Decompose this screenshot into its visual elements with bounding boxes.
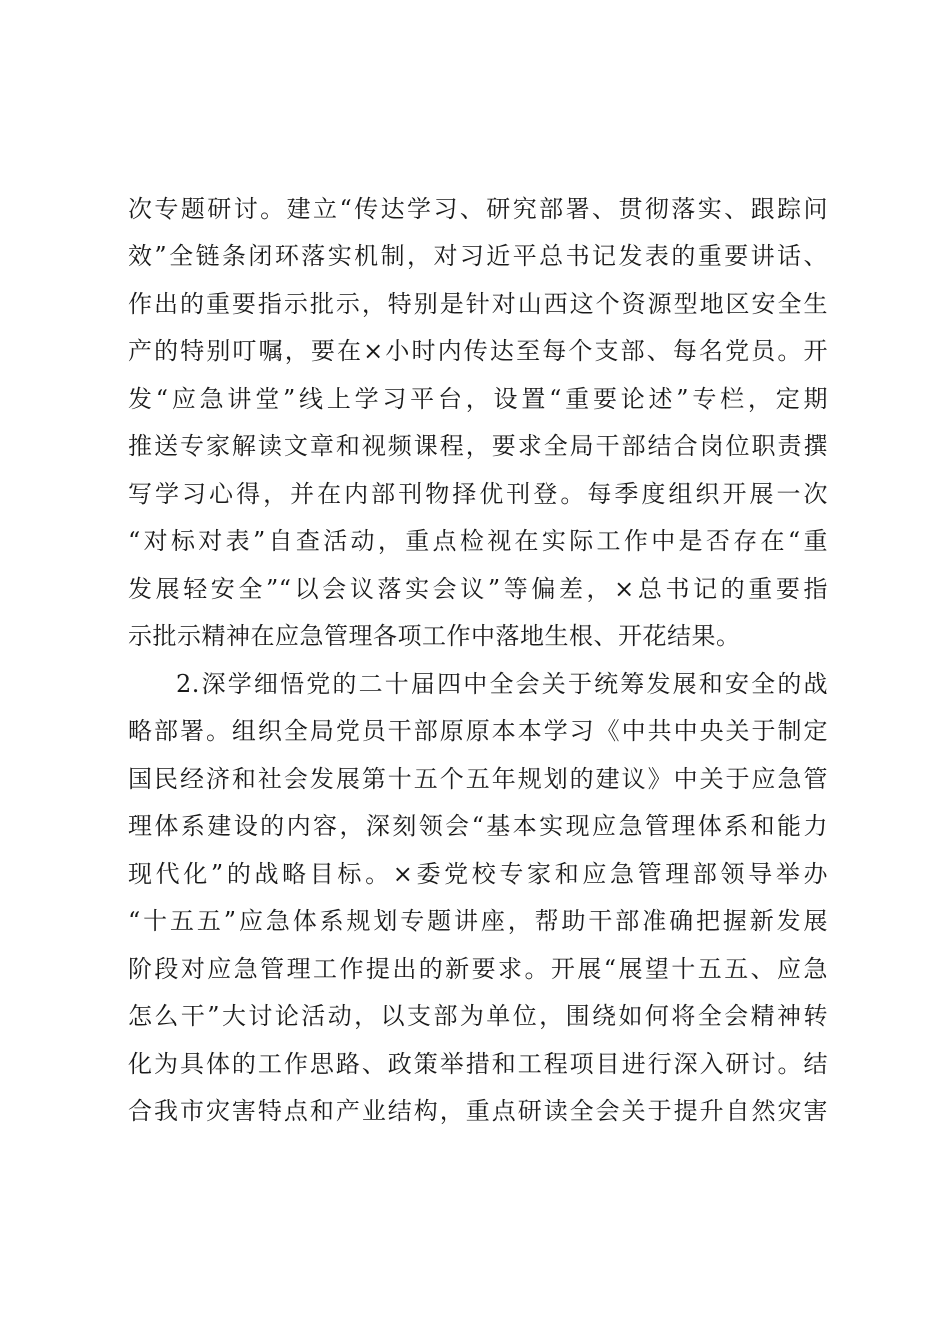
body-text-line: 阶段对应急管理工作提出的新要求。开展“展望十五五、应急 xyxy=(128,955,828,983)
body-text-line: 发展轻安全”“以会议落实会议”等偏差，×总书记的重要指 xyxy=(128,575,828,603)
body-text-line: 效”全链条闭环落实机制，对习近平总书记发表的重要讲话、 xyxy=(128,242,828,270)
body-text-line: 写学习心得，并在内部刊物择优刊登。每季度组织开展一次 xyxy=(128,480,828,508)
body-text-line: 国民经济和社会发展第十五个五年规划的建议》中关于应急管 xyxy=(128,765,828,793)
body-text-line: 化为具体的工作思路、政策举措和工程项目进行深入研讨。结 xyxy=(128,1050,828,1078)
section-heading-line: 2.深学细悟党的二十届四中全会关于统筹发展和安全的战 xyxy=(176,670,828,698)
body-text-line: 理体系建设的内容，深刻领会“基本实现应急管理体系和能力 xyxy=(128,812,828,840)
body-text-line: 略部署。组织全局党员干部原原本本学习《中共中央关于制定 xyxy=(128,717,828,745)
body-text-line: “十五五”应急体系规划专题讲座，帮助干部准确把握新发展 xyxy=(128,907,828,935)
body-text-line: 次专题研讨。建立“传达学习、研究部署、贯彻落实、跟踪问 xyxy=(128,195,828,223)
body-text-line: 产的特别叮嘱，要在×小时内传达至每个支部、每名党员。开 xyxy=(128,337,828,365)
body-text-line: 怎么干”大讨论活动，以支部为单位，围绕如何将全会精神转 xyxy=(128,1002,828,1030)
body-text-line: 示批示精神在应急管理各项工作中落地生根、开花结果。 xyxy=(128,622,741,650)
body-text-line: 合我市灾害特点和产业结构，重点研读全会关于提升自然灾害 xyxy=(128,1097,828,1125)
body-text-line: 发“应急讲堂”线上学习平台，设置“重要论述”专栏，定期 xyxy=(128,385,828,413)
body-text-line: 作出的重要指示批示，特别是针对山西这个资源型地区安全生 xyxy=(128,290,828,318)
body-text-line: “对标对表”自查活动，重点检视在实际工作中是否存在“重 xyxy=(128,527,828,555)
body-text-line: 现代化”的战略目标。×委党校专家和应急管理部领导举办 xyxy=(128,860,828,888)
body-text-line: 推送专家解读文章和视频课程，要求全局干部结合岗位职责撰 xyxy=(128,432,828,460)
